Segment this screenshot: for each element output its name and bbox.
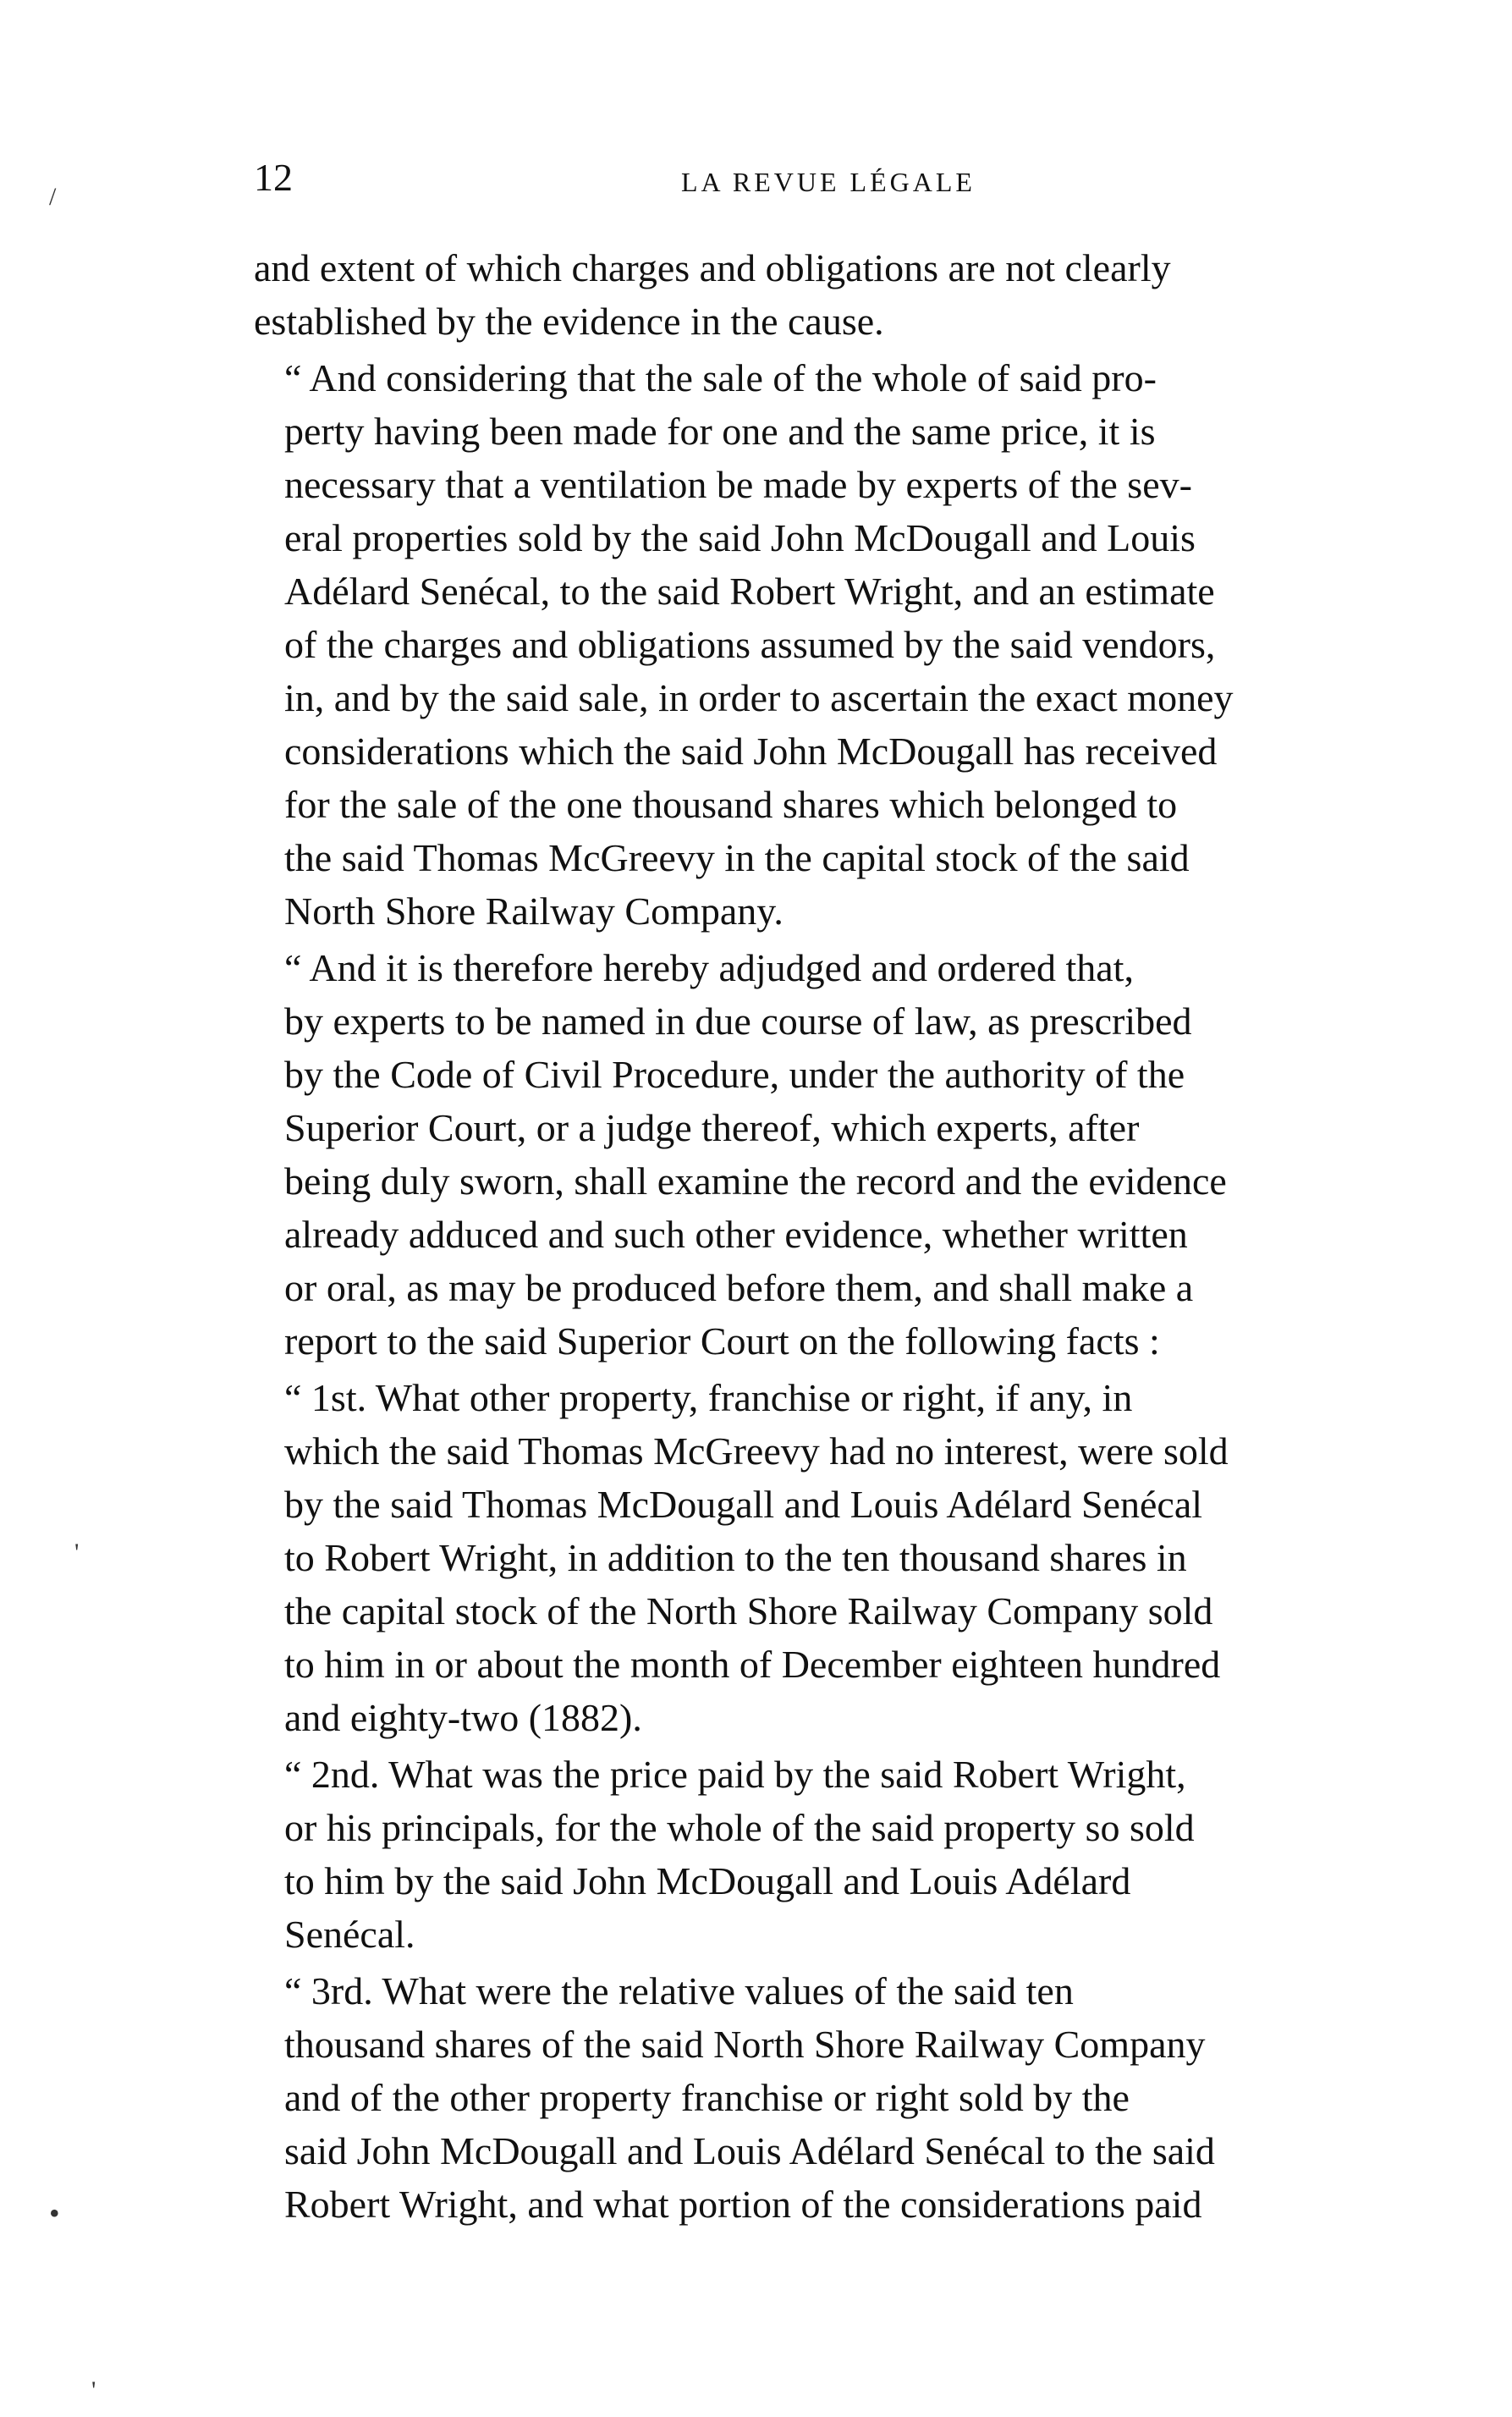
page-header bbox=[254, 152, 1438, 212]
text-line: and eighty-two (1882). bbox=[284, 1696, 642, 1739]
paragraph-6 bbox=[254, 1964, 1438, 2231]
body-text bbox=[254, 241, 1438, 2247]
margin-mark: • bbox=[49, 2196, 60, 2230]
paragraph-2 bbox=[254, 351, 1438, 938]
text-line: Adélard Senécal, to the said Robert Wright, and an estimate bbox=[284, 570, 1215, 613]
paragraph-3 bbox=[254, 941, 1438, 1368]
text-line: “ 2nd. What was the price paid by the said Robert Wright, bbox=[284, 1753, 1186, 1796]
text-line: considerations which the said John McDougall has received bbox=[284, 730, 1218, 773]
text-line: North Shore Railway Company. bbox=[284, 889, 783, 933]
text-line: Superior Court, or a judge thereof, which experts, after bbox=[284, 1106, 1140, 1149]
text-line: by the said Thomas McDougall and Louis Adélard Senécal bbox=[284, 1483, 1203, 1526]
text-line: to him by the said John McDougall and Louis Adélard bbox=[284, 1859, 1131, 1902]
text-line: said John McDougall and Louis Adélard Senécal to the said bbox=[284, 2129, 1215, 2172]
text-line: “ 1st. What other property, franchise or right, if any, in bbox=[284, 1376, 1133, 1419]
paragraph-4 bbox=[254, 1371, 1438, 1744]
text-line: for the sale of the one thousand shares which belonged to bbox=[284, 783, 1178, 826]
text-line: by the Code of Civil Procedure, under the authority of the bbox=[284, 1053, 1185, 1096]
paragraph-5 bbox=[254, 1748, 1438, 1961]
running-title: LA REVUE LÉGALE bbox=[681, 167, 976, 197]
text-line: or his principals, for the whole of the said property so sold bbox=[284, 1806, 1195, 1849]
text-line: thousand shares of the said North Shore Railway Company bbox=[284, 2023, 1206, 2066]
margin-mark: ' bbox=[91, 2376, 96, 2404]
text-line: being duly sworn, shall examine the record and the evidence bbox=[284, 1159, 1227, 1203]
text-line: to Robert Wright, in addition to the ten thousand shares in bbox=[284, 1536, 1187, 1579]
text-line: the capital stock of the North Shore Railway Company sold bbox=[284, 1589, 1213, 1632]
text-line: or oral, as may be produced before them, and shall make a bbox=[284, 1266, 1194, 1309]
text-line: eral properties sold by the said John McDougall and Louis bbox=[284, 516, 1196, 559]
text-line: report to the said Superior Court on the following facts : bbox=[284, 1319, 1160, 1363]
text-line: the said Thomas McGreevy in the capital stock of the said bbox=[284, 836, 1190, 879]
text-line: by experts to be named in due course of law, as prescribed bbox=[284, 999, 1192, 1043]
text-line: in, and by the said sale, in order to ascertain the exact money bbox=[284, 676, 1234, 719]
page-number: 12 bbox=[254, 156, 293, 199]
text-line: “ 3rd. What were the relative values of the said ten bbox=[284, 1969, 1074, 2012]
text-line: of the charges and obligations assumed by the said vendors, bbox=[284, 623, 1216, 666]
text-line: perty having been made for one and the same price, it is bbox=[284, 410, 1156, 453]
margin-mark: ' bbox=[74, 1539, 80, 1566]
text-line: already adduced and such other evidence, whether written bbox=[284, 1213, 1188, 1256]
text-line: established by the evidence in the cause. bbox=[254, 300, 884, 343]
text-line: Senécal. bbox=[284, 1913, 415, 1956]
text-line: and extent of which charges and obligations are not clearly bbox=[254, 246, 1171, 289]
text-line: “ And it is therefore hereby adjudged and ordered that, bbox=[284, 946, 1134, 989]
text-line: “ And considering that the sale of the whole of said pro- bbox=[284, 356, 1157, 399]
text-line: Robert Wright, and what portion of the considerations paid bbox=[284, 2183, 1202, 2226]
text-line: to him in or about the month of December eighteen hundred bbox=[284, 1643, 1221, 1686]
text-line: which the said Thomas McGreevy had no interest, were sold bbox=[284, 1429, 1229, 1473]
text-line: and of the other property franchise or right sold by the bbox=[284, 2076, 1130, 2119]
paragraph-1 bbox=[254, 241, 1438, 348]
margin-mark: / bbox=[49, 183, 57, 211]
text-line: necessary that a ventilation be made by experts of the sev- bbox=[284, 463, 1192, 506]
